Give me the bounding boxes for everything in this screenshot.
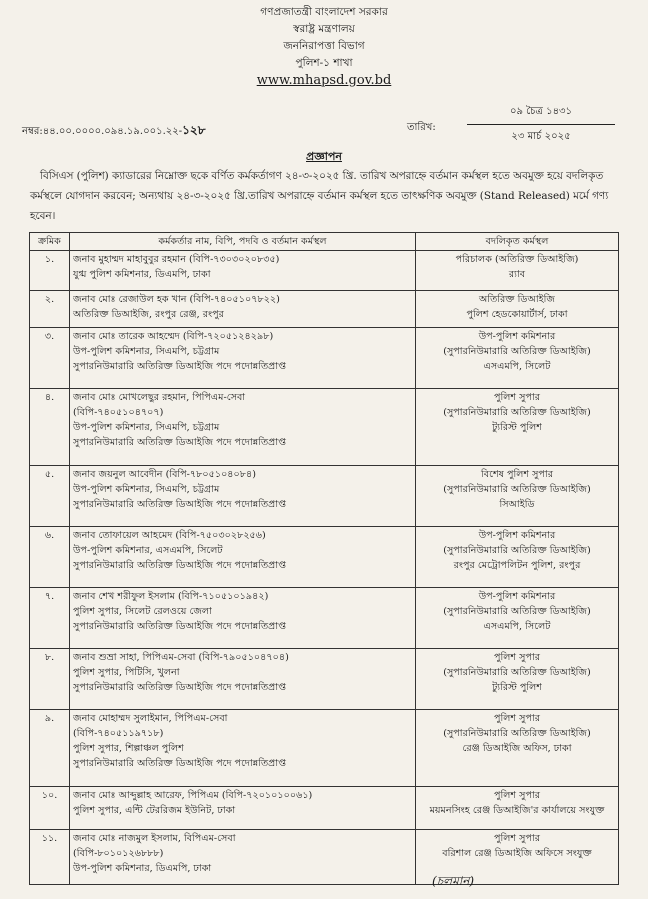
posting-line: রংপুর মেট্রোপলিটন পুলিশ, রংপুর bbox=[453, 560, 581, 571]
officer-line: জনাব মোহাম্মদ সুলাইমান, পিপিএম-সেবা bbox=[73, 713, 228, 724]
posting-line: সিআইডি bbox=[499, 499, 535, 510]
memo-date-line bbox=[22, 104, 598, 140]
table-row bbox=[30, 649, 619, 710]
officer-line: পুলিশ সুপার, এন্টি টেররিজম ইউনিট, ঢাকা bbox=[73, 805, 236, 816]
posting-cell bbox=[416, 527, 619, 588]
officer-line: সুপারনিউমারারি অতিরিক্ত ডিআইজি পদে পদোন্নতিপ্রাপ্ত bbox=[73, 560, 286, 571]
header-posting: বদলিকৃত কর্মস্থল bbox=[416, 233, 619, 251]
date-bangla: ০৯ চৈত্র ১৪৩১ bbox=[467, 104, 615, 125]
officer-cell bbox=[70, 787, 416, 830]
serial-cell: ৫. bbox=[30, 466, 70, 527]
website-link[interactable]: www.mhapsd.gov.bd bbox=[256, 73, 392, 88]
posting-cell bbox=[416, 588, 619, 649]
posting-line: পুলিশ সুপার bbox=[493, 713, 541, 724]
officer-cell bbox=[70, 291, 416, 328]
posting-line: বিশেষ পুলিশ সুপার bbox=[481, 469, 553, 480]
header-serial: ক্রমিক bbox=[30, 233, 70, 251]
officer-line: জনাব মোঃ মোখলেছুর রহমান, পিপিএম-সেবা bbox=[73, 392, 246, 403]
memo-label: নম্বর: bbox=[22, 126, 43, 137]
officer-line: সুপারনিউমারারি অতিরিক্ত ডিআইজি পদে পদোন্নতিপ্রাপ্ত bbox=[73, 437, 286, 448]
posting-line: পুলিশ সুপার bbox=[493, 652, 541, 663]
serial-cell: ৯. bbox=[30, 710, 70, 787]
officer-cell bbox=[70, 251, 416, 291]
date-english: ২৩ মার্চ ২০২৫ bbox=[511, 131, 571, 142]
transfer-table bbox=[29, 232, 619, 885]
posting-line: পুলিশ হেডকোয়ার্টার্স, ঢাকা bbox=[466, 309, 568, 320]
table-row bbox=[30, 830, 619, 885]
posting-line: এসএমপি, সিলেট bbox=[483, 361, 551, 372]
posting-line: পুলিশ সুপার bbox=[493, 833, 541, 844]
officer-line: উপ-পুলিশ কমিশনার, সিএমপি, চট্টগ্রাম bbox=[73, 422, 220, 433]
officer-line: জনাব মুহাম্মদ মাহাবুবুর রহমান (বিপি-৭৩০৩০২০৮৩৫) bbox=[73, 254, 280, 265]
officer-line: (বিপি-৭৪০৫১১৯৭১৮) bbox=[73, 728, 164, 739]
officer-line: সুপারনিউমারারি অতিরিক্ত ডিআইজি পদে পদোন্নতিপ্রাপ্ত bbox=[73, 361, 286, 372]
continued-mark: (চলমান) bbox=[432, 874, 475, 888]
ministry-name: স্বরাষ্ট্র মন্ত্রণালয় bbox=[293, 23, 355, 35]
officer-cell bbox=[70, 710, 416, 787]
posting-line: ট্যুরিস্ট পুলিশ bbox=[492, 682, 542, 693]
posting-line: (সুপারনিউমারারি অতিরিক্ত ডিআইজি) bbox=[443, 407, 591, 418]
serial-cell: ১০. bbox=[30, 787, 70, 830]
table-row bbox=[30, 328, 619, 389]
serial-cell: ৮. bbox=[30, 649, 70, 710]
officer-line: যুগ্ম পুলিশ কমিশনার, ডিএমপি, ঢাকা bbox=[73, 269, 211, 280]
table-row bbox=[30, 710, 619, 787]
serial-cell: ১১. bbox=[30, 830, 70, 885]
serial-cell: ৩. bbox=[30, 328, 70, 389]
posting-line: (সুপারনিউমারারি অতিরিক্ত ডিআইজি) bbox=[443, 667, 591, 678]
posting-line: ময়মনসিংহ রেঞ্জ ডিআইজি'র কার্যালয়ে সংযুক্ত bbox=[429, 805, 605, 816]
posting-line: র‍্যাব bbox=[508, 269, 526, 280]
posting-line: (সুপারনিউমারারি অতিরিক্ত ডিআইজি) bbox=[443, 728, 591, 739]
posting-line: (সুপারনিউমারারি অতিরিক্ত ডিআইজি) bbox=[443, 545, 591, 556]
officer-line: উপ-পুলিশ কমিশনার, সিএমপি, চট্টগ্রাম bbox=[73, 484, 220, 495]
posting-line: উপ-পুলিশ কমিশনার bbox=[478, 591, 556, 602]
officer-line: পুলিশ সুপার, পিটিসি, খুলনা bbox=[73, 667, 180, 678]
header-officer: কর্মকর্তার নাম, বিপি, পদবি ও বর্তমান কর্মস্থল bbox=[70, 233, 416, 251]
officer-line: পুলিশ সুপার, শিল্পাঞ্চল পুলিশ bbox=[73, 743, 184, 754]
officer-line: জনাব জয়নুল আবেদীন (বিপি-৭৮০৫১০৪০৮৪) bbox=[73, 469, 256, 480]
division-name: জননিরাপত্তা বিভাগ bbox=[283, 40, 365, 52]
officer-cell bbox=[70, 328, 416, 389]
officer-line: সুপারনিউমারারি অতিরিক্ত ডিআইজি পদে পদোন্নতিপ্রাপ্ত bbox=[73, 499, 286, 510]
posting-line: উপ-পুলিশ কমিশনার bbox=[478, 331, 556, 342]
document-title-text: প্রজ্ঞাপন bbox=[306, 150, 342, 163]
officer-line: জনাব মোঃ তারেক আহম্মেদ (বিপি-৭২০৫১২৪২৯৮) bbox=[73, 331, 274, 342]
officer-cell bbox=[70, 389, 416, 466]
posting-line: পরিচালক (অতিরিক্ত ডিআইজি) bbox=[455, 254, 579, 265]
posting-line: পুলিশ সুপার bbox=[493, 392, 541, 403]
branch-name: পুলিশ-১ শাখা bbox=[295, 57, 353, 69]
officer-line: পুলিশ সুপার, সিলেট রেলওয়ে জেলা bbox=[73, 606, 212, 617]
posting-line: (সুপারনিউমারারি অতিরিক্ত ডিআইজি) bbox=[443, 484, 591, 495]
table-row bbox=[30, 787, 619, 830]
posting-cell bbox=[416, 466, 619, 527]
officer-cell bbox=[70, 527, 416, 588]
date-label: তারিখ: bbox=[407, 122, 436, 133]
table-row bbox=[30, 389, 619, 466]
serial-cell: ৬. bbox=[30, 527, 70, 588]
officer-cell bbox=[70, 649, 416, 710]
posting-cell bbox=[416, 251, 619, 291]
posting-line: রেঞ্জ ডিআইজি অফিস, ঢাকা bbox=[462, 743, 572, 754]
posting-line: পুলিশ সুপার bbox=[493, 790, 541, 801]
officer-line: সুপারনিউমারারি অতিরিক্ত ডিআইজি পদে পদোন্নতিপ্রাপ্ত bbox=[73, 758, 286, 769]
posting-line: অতিরিক্ত ডিআইজি bbox=[479, 294, 555, 305]
table-body bbox=[30, 251, 619, 885]
posting-cell bbox=[416, 291, 619, 328]
memo-number-value: ৪৪.০০.০০০০.০৯৪.১৯.০০১.২২- bbox=[42, 126, 183, 137]
body-paragraph: বিসিএস (পুলিশ) ক্যাডারের নিম্নোক্ত ছকে বর্ণিত কর্মকর্তাগণ ২৪-৩-২০২৫ খ্রি. তারিখ অপরাহ্নে বর্তমান কর্মস্থল হতে অবমুক্ত হয়ে বদলিকৃত কর্মস্থলে যোগদান করবেন; অন্যথায় ২৪-৩-২০২৫ খ্রি.তারিখ অপরাহ্নে বর্তমান কর্মস্থল হতে তাৎক্ষণিক অবমুক্ত (Stand Released) মর্মে গণ্য হবেন। bbox=[30, 170, 609, 222]
government-name: গণপ্রজাতন্ত্রী বাংলাদেশ সরকার bbox=[260, 6, 388, 18]
officer-line: সুপারনিউমারারি অতিরিক্ত ডিআইজি পদে পদোন্নতিপ্রাপ্ত bbox=[73, 682, 286, 693]
officer-line: জনাব মোঃ রেজাউল হক খান (বিপি-৭৪০৫১০৭৮২২) bbox=[73, 294, 280, 305]
posting-cell bbox=[416, 328, 619, 389]
posting-cell bbox=[416, 389, 619, 466]
officer-cell bbox=[70, 830, 416, 885]
officer-line: উপ-পুলিশ কমিশনার, এসএমপি, সিলেট bbox=[73, 545, 223, 556]
officer-line: (বিপি-৮০১০১২৬৮৮৮) bbox=[73, 848, 164, 859]
posting-line: (সুপারনিউমারারি অতিরিক্ত ডিআইজি) bbox=[443, 606, 591, 617]
memo-handwritten-suffix: ১২৮ bbox=[182, 123, 206, 137]
table-row bbox=[30, 588, 619, 649]
posting-line: ট্যুরিস্ট পুলিশ bbox=[492, 422, 542, 433]
table-row bbox=[30, 251, 619, 291]
posting-line: (সুপারনিউমারারি অতিরিক্ত ডিআইজি) bbox=[443, 346, 591, 357]
officer-line: জনাব মোঃ আব্দুল্লাহ আরেফ, পিপিএম (বিপি-৭২০১০১০০৬১) bbox=[73, 790, 313, 801]
memo-number bbox=[22, 122, 206, 142]
officer-line: উপ-পুলিশ কমিশনার, সিএমপি, চট্টগ্রাম bbox=[73, 346, 220, 357]
posting-cell bbox=[416, 649, 619, 710]
serial-cell: ১. bbox=[30, 251, 70, 291]
officer-line: উপ-পুলিশ কমিশনার, ডিএমপি, ঢাকা bbox=[73, 863, 212, 874]
table-row bbox=[30, 466, 619, 527]
serial-cell: ২. bbox=[30, 291, 70, 328]
posting-line: এসএমপি, সিলেট bbox=[483, 621, 551, 632]
serial-cell: ৭. bbox=[30, 588, 70, 649]
letterhead bbox=[0, 4, 648, 90]
officer-line: (বিপি-৭৪০৫১০৪৭০৭) bbox=[73, 407, 164, 418]
posting-cell bbox=[416, 787, 619, 830]
officer-cell bbox=[70, 466, 416, 527]
officer-line: জনাব শেখ শরীফুল ইসলাম (বিপি-৭১০৫১০১৯৪২) bbox=[73, 591, 269, 602]
posting-cell bbox=[416, 710, 619, 787]
officer-line: সুপারনিউমারারি অতিরিক্ত ডিআইজি পদে পদোন্নতিপ্রাপ্ত bbox=[73, 621, 286, 632]
officer-line: জনাব তোফায়েল আহমেদ (বিপি-৭৫০৩০২৮২৫৬) bbox=[73, 530, 266, 541]
table-header-row bbox=[30, 233, 619, 251]
officer-cell bbox=[70, 588, 416, 649]
table-row bbox=[30, 291, 619, 328]
posting-line: উপ-পুলিশ কমিশনার bbox=[478, 530, 556, 541]
table-row bbox=[30, 527, 619, 588]
posting-line: বরিশাল রেঞ্জ ডিআইজি অফিসে সংযুক্ত bbox=[442, 848, 592, 859]
date-block bbox=[467, 104, 615, 146]
officer-line: অতিরিক্ত ডিআইজি, রংপুর রেঞ্জ, রংপুর bbox=[73, 309, 224, 320]
document-title bbox=[0, 148, 648, 167]
serial-cell: ৪. bbox=[30, 389, 70, 466]
officer-line: জনাব মোঃ নাজমুল ইসলাম, বিপিএম-সেবা bbox=[73, 833, 236, 844]
officer-line: জনাব শুভ্রা সাহা, পিপিএম-সেবা (বিপি-৭৯০৫১০৪৭০৪) bbox=[73, 652, 289, 663]
